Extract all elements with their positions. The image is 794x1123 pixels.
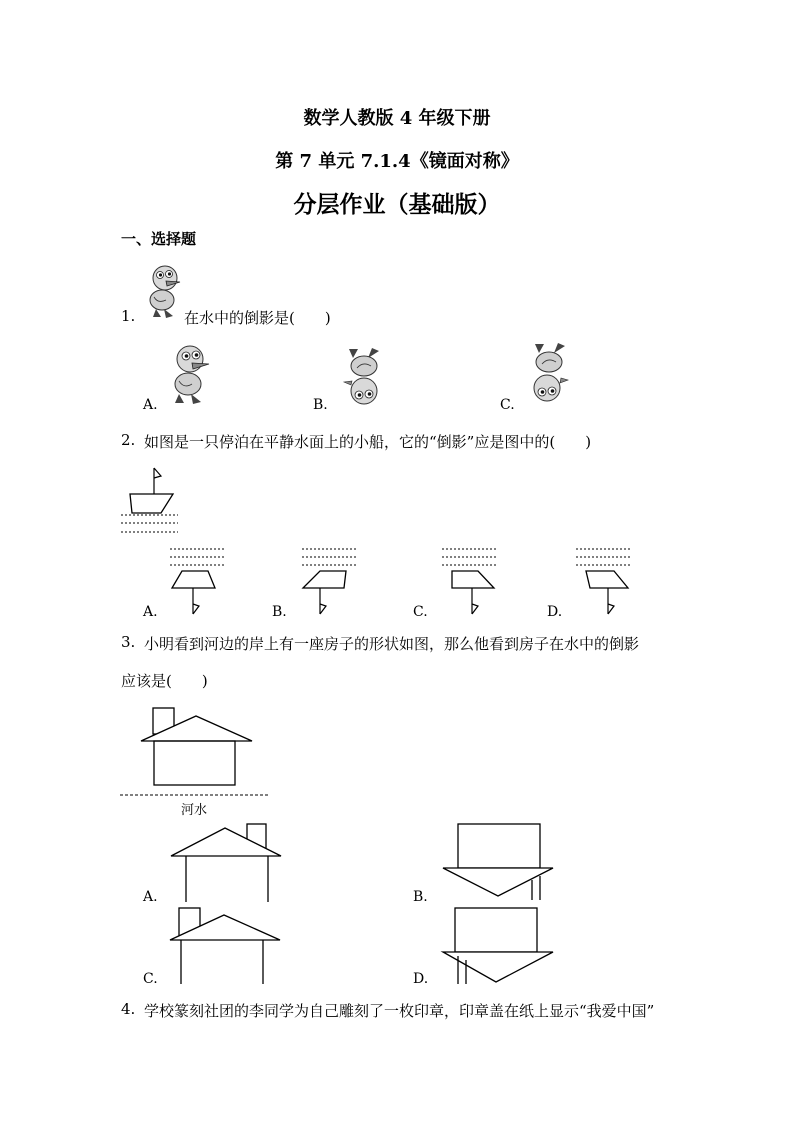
house-reflection-option-a [167,820,285,904]
boat-figure [118,466,180,538]
question-2-option-c[interactable]: C. [413,604,428,620]
house-figure [118,704,272,800]
question-1-option-c[interactable]: C. [500,397,515,413]
boat-reflection-option-d [574,546,632,618]
boat-reflection-option-b [300,546,358,618]
doc-subtitle: 分层作业（基础版） [293,191,501,218]
question-3-text-line2: 应该是( ) [121,672,208,690]
question-4-number: 4. [121,1000,136,1018]
duck-option-b-icon [343,348,385,410]
question-3-option-d[interactable]: D. [413,971,429,987]
house-reflection-option-d [440,906,558,986]
question-3-text-line1: 小明看到河边的岸上有一座房子的形状如图，那么他看到房子在水中的倒影 [144,635,640,653]
question-1-option-b[interactable]: B. [313,397,328,413]
question-2-option-a[interactable]: A. [143,604,158,620]
question-3-option-a[interactable]: A. [143,889,158,905]
question-1-text: 在水中的倒影是( ) [184,309,331,327]
question-1-option-a[interactable]: A. [143,397,158,413]
duck-option-a-icon [170,341,212,405]
question-4-text: 学校篆刻社团的李同学为自己雕刻了一枚印章，印章盖在纸上显示“我爱中国” [144,1002,655,1020]
unit-title: 第 7 单元 7.1.4《镜面对称》 [275,151,519,172]
question-3-number: 3. [121,633,136,651]
question-3-option-b[interactable]: B. [413,889,428,905]
question-3-option-c[interactable]: C. [143,971,158,987]
duck-option-c-icon [527,343,569,407]
duck-figure [146,262,184,320]
house-reflection-option-b [440,822,558,902]
boat-reflection-option-a [168,546,226,618]
question-2-number: 2. [121,431,136,449]
question-2-option-d[interactable]: D. [547,604,563,620]
question-2-text: 如图是一只停泊在平静水面上的小船，它的“倒影”应是图中的( ) [144,433,592,451]
section-title: 一、选择题 [121,230,197,248]
doc-title: 数学人教版 4 年级下册 [303,108,491,129]
question-1-number: 1. [121,307,136,325]
river-label: 河水 [181,803,208,818]
boat-reflection-option-c [440,546,498,618]
house-reflection-option-c [167,906,285,986]
question-2-option-b[interactable]: B. [272,604,287,620]
